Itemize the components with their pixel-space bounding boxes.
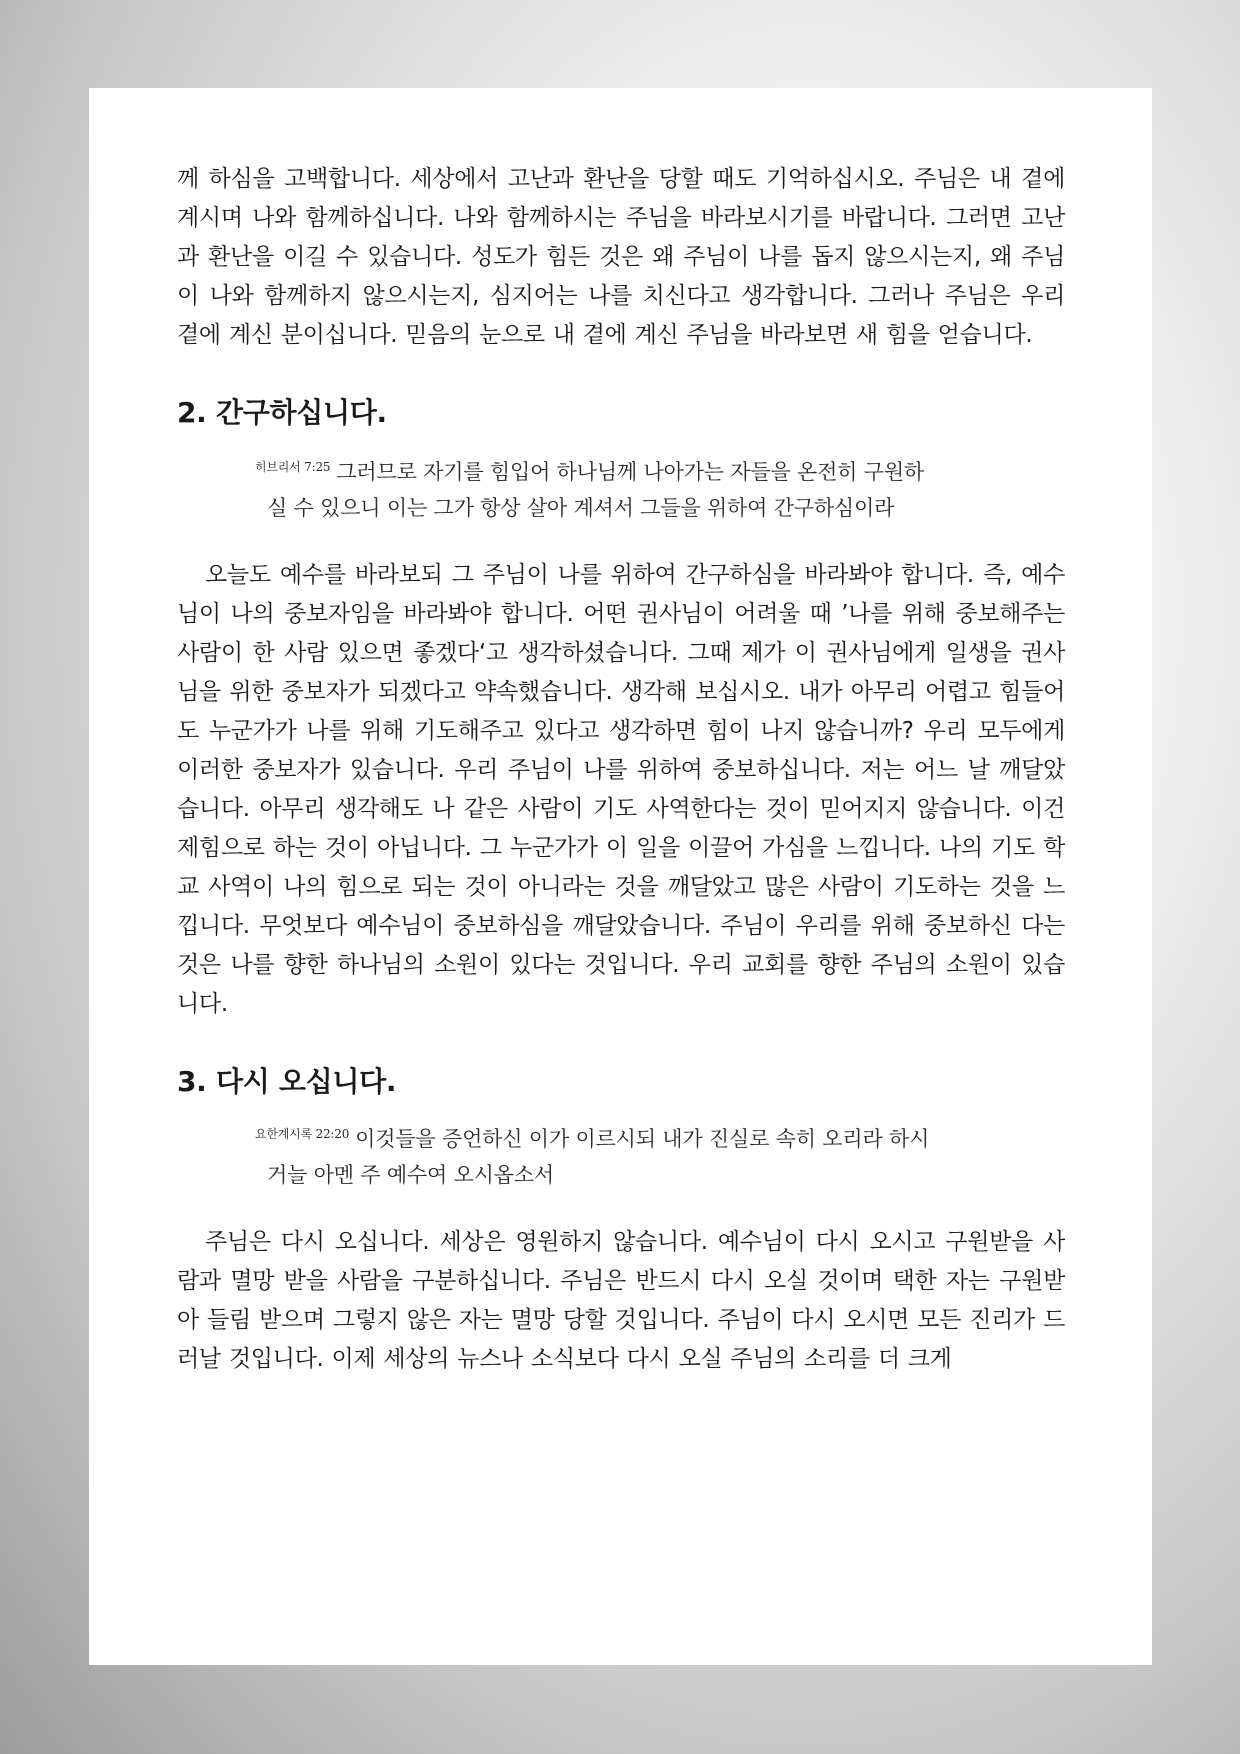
section-2-verse-ref: 히브리서 7:25 xyxy=(255,460,331,474)
section-3-heading: 3. 다시 오십니다. xyxy=(177,1065,397,1098)
section-3-verse-line1: 이것들을 증언하신 이가 이르시되 내가 진실로 속히 오리라 하시 xyxy=(355,1127,930,1151)
section-3-paragraph: 주님은 다시 오십니다. 세상은 영원하지 않습니다. 예수님이 다시 오시고 구원받을 사람과 멸망 받을 사람을 구분하십니다. 주님은 반드시 다시 오실 것이며 택한 자는 구원받아 들림 받으며 그렇지 않은 자는 멸망 당할 것입니다. 주님이 다시 오시면 모든 진리가 드러날 것입니다. 이제 세상의 뉴스나 소식보다 다시 오실 주님의 소리를 더 크게 xyxy=(177,1229,1065,1372)
document-page xyxy=(89,88,1152,1665)
section-3-verse-line2: 거늘 아멘 주 예수여 오시옵소서 xyxy=(267,1163,555,1187)
section-2-verse-line1: 그러므로 자기를 힘입어 하나님께 나아가는 자들을 온전히 구원하 xyxy=(336,460,924,484)
intro-paragraph: 께 하심을 고백합니다. 세상에서 고난과 환난을 당할 때도 기억하십시오. 주님은 내 곁에 계시며 나와 함께하십니다. 나와 함께하시는 주님을 바라보시기를 바랍니다. 그러면 고난과 환난을 이길 수 있습니다. 성도가 힘든 것은 왜 주님이 나를 돕지 않으시는지, 왜 주님이 나와 함께하지 않으시는지, 심지어는 나를 치신다고 생각합니다. 그러나 주님은 우리 곁에 계신 분이십니다. 믿음의 눈으로 내 곁에 계신 주님을 바라보면 새 힘을 얻습니다. xyxy=(177,166,1065,348)
page-content xyxy=(177,160,1065,1379)
section-3-verse xyxy=(255,1116,995,1193)
section-2-paragraph: 오늘도 예수를 바라보되 그 주님이 나를 위하여 간구하심을 바라봐야 합니다. 즉, 예수님이 나의 중보자임을 바라봐야 합니다. 어떤 권사님이 어려울 때 ’나를 위해 중보해주는 사람이 한 사람 있으면 좋겠다‘고 생각하셨습니다. 그때 제가 이 권사님에게 일생을 권사님을 위한 중보자가 되겠다고 약속했습니다. 생각해 보십시오. 내가 아무리 어렵고 힘들어도 누군가가 나를 위해 기도해주고 있다고 생각하면 힘이 나지 않습니까? 우리 모두에게 이러한 중보자가 있습니다. 우리 주님이 나를 위하여 중보하십니다. 저는 어느 날 깨달았습니다. 아무리 생각해도 나 같은 사람이 기도 사역한다는 것이 믿어지지 않습니다. 이건 제힘으로 하는 것이 아닙니다. 그 누군가가 이 일을 이끌어 가심을 느낍니다. 나의 기도 학교 사역이 나의 힘으로 되는 것이 아니라는 것을 깨달았고 많은 사람이 기도하는 것을 느낍니다. 무엇보다 예수님이 중보하심을 깨달았습니다. 주님이 우리를 위해 중보하신 다는 것은 나를 향한 하나님의 소원이 있다는 것입니다. 우리 교회를 향한 주님의 소원이 있습니다. xyxy=(177,562,1065,1017)
section-3-verse-ref: 요한계시록 22:20 xyxy=(255,1127,350,1141)
section-2-verse-line2: 실 수 있으니 이는 그가 항상 살아 계셔서 그들을 위하여 간구하심이라 xyxy=(267,496,895,520)
section-2-heading: 2. 간구하십니다. xyxy=(177,396,387,429)
section-2-verse xyxy=(255,449,995,526)
